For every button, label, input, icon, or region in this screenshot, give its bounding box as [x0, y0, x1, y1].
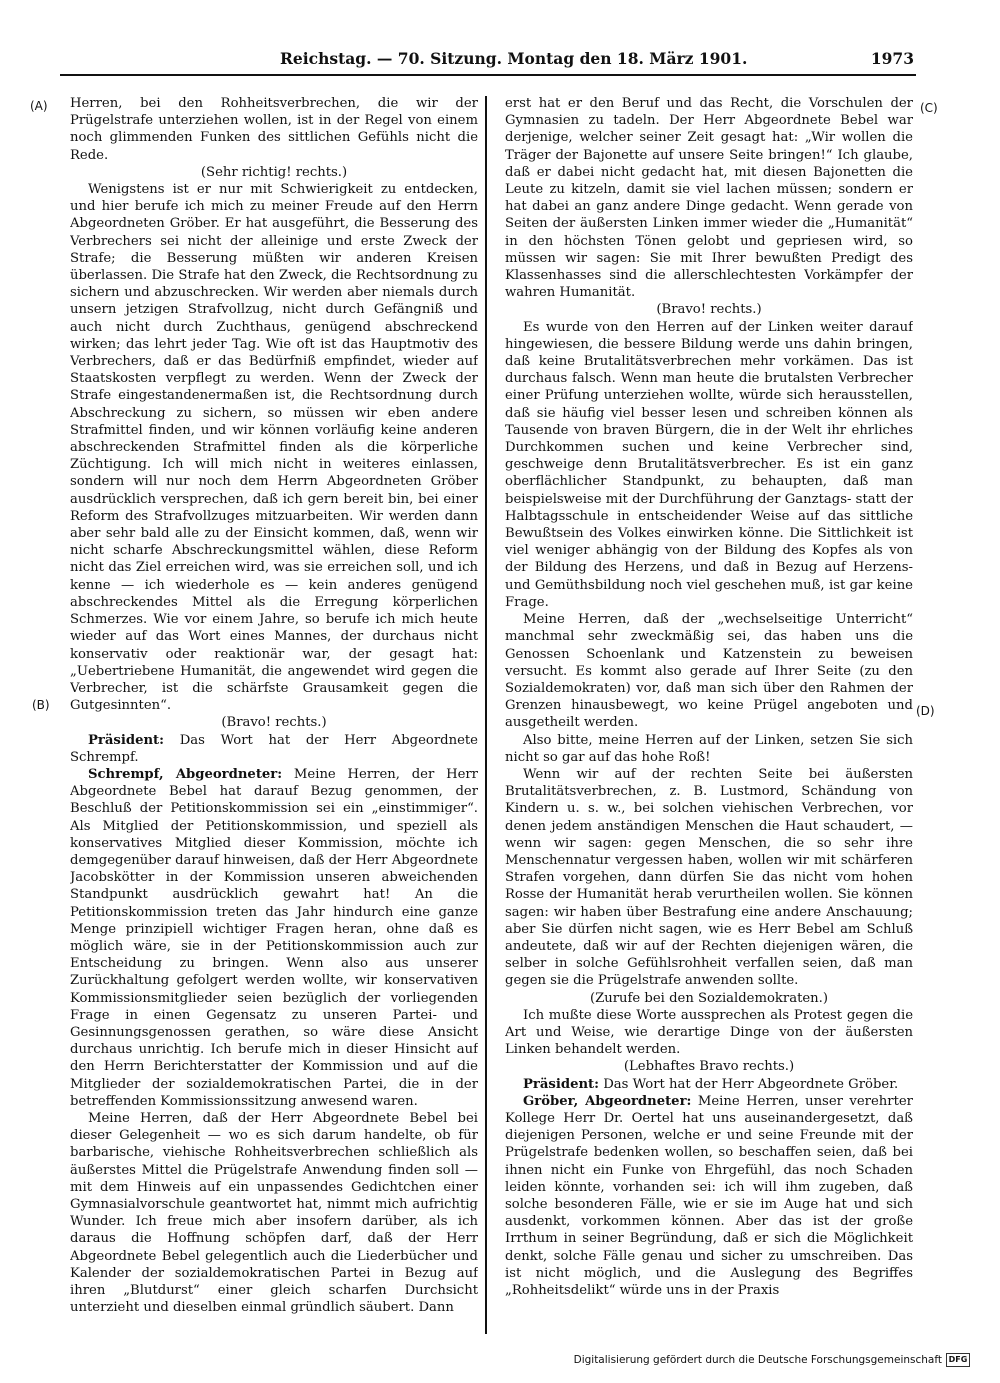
paragraph: Meine Herren, daß der „wechselseitige Unterricht“ manchmal sehr zweckmäßig sei, das haben uns die Genossen Schoenlank und Katzenstein zu beweisen versucht. Es kommt also gerade auf Ihrer Seite (zu den Sozialdemokraten) vor, daß man sich über den Rahmen der Grenzen hinausbewegt, wo keine Prügel angeboten und ausgetheilt werden.	[505, 612, 913, 731]
speaker-name: Schrempf, Abgeordneter:	[88, 766, 283, 782]
margin-marker-a: (A)	[30, 99, 48, 113]
margin-marker-d: (D)	[916, 704, 935, 718]
column-divider	[485, 96, 487, 1334]
paragraph: erst hat er den Beruf und das Recht, die Vorschulen der Gymnasien zu tadeln. Der Herr Abgeordnete Bebel war derjenige, welcher seiner Zeit gesagt hat: „Wir wollen die Träger der Bajonette auf unsere Seite bringen!“ Ich glaube, daß er dabei nicht gedacht hat, mit diesen Bajonetten die Leute zu kitzeln, damit sie viel lachen müssen; sondern er hat dabei an ganz andere Dinge gedacht. Wenn gerade von Seiten der äußersten Linken immer wieder die „Humanität“ in den höchsten Tönen gelobt und gepriesen wird, so müssen wir sagen: Sie mit Ihrer bewußten Predigt des Klassenhasses sind die allerschlechtesten Vorkämpfer der wahren Humanität.	[505, 96, 913, 301]
speaker-name: Präsident:	[523, 1076, 600, 1092]
dfg-logo: DFG	[946, 1353, 970, 1367]
interjection: (Bravo! rechts.)	[656, 302, 762, 318]
running-title: Reichstag. — 70. Sitzung. Montag den 18. März 1901.	[280, 49, 748, 68]
paragraph: Herren, bei den Rohheitsverbrechen, die wir der Prügelstrafe unterziehen wollen, ist in der Regel von einem noch glimmenden Funken des sittlichen Gefühls nicht die Rede.	[70, 96, 478, 163]
interjection: (Bravo! rechts.)	[221, 715, 327, 731]
speaker-paragraph: Präsident: Das Wort hat der Herr Abgeordnete Gröber.	[523, 1076, 899, 1092]
right-column	[505, 95, 913, 1335]
header-rule	[60, 74, 916, 76]
speaker-paragraph: Präsident: Das Wort hat der Herr Abgeordnete Schrempf.	[70, 732, 478, 765]
speaker-name: Präsident:	[88, 732, 165, 748]
speaker-paragraph: Gröber, Abgeordneter: Meine Herren, unser verehrter Kollege Herr Dr. Oertel hat uns auseinandergesetzt, daß diejenigen Personen, welche er und seine Freunde mit der Prügelstrafe bedenken wollen, so beschaffen seien, daß bei ihnen nicht ein Funke von Ehrgefühl, das noch Schaden leiden könnte, vorhanden sei: ich will ihm zugeben, daß solche besonderen Fälle, wie er sie im Auge hat und sich ausdenkt, vorkommen können. Aber das ist der große Irrthum in seiner Begründung, daß er sich die Möglichkeit denkt, solche Fälle genau und sicher zu umschreiben. Das ist nicht möglich, und die Auslegung des Begriffes „Rohheitsdelikt“ würde uns in der Praxis	[505, 1093, 913, 1299]
paragraph: Es wurde von den Herren auf der Linken weiter darauf hingewiesen, die bessere Bildung werde uns dahin bringen, daß keine Brutalitätsverbrechen mehr vorkämen. Das ist durchaus falsch. Wenn man heute die brutalsten Verbrecher einer Prüfung unterziehen wollte, würde sich herausstellen, daß sie häufig viel besser lesen und schreiben können als Tausende von braven Bürgern, die in der Welt ihr ehrliches Durchkommen suchen und keine Verbrecher sind, geschweige denn Brutalitätsverbrecher. Es ist ein ganz oberflächlicher Standpunkt, zu behaupten, daß man beispielsweise mit der Durchführung der Ganztags- statt der Halbtagsschule in entscheidender Weise auf das sittliche Bewußtsein des Volkes einwirken könne. Die Sittlichkeit ist viel weniger abhängig von der Bildung des Kopfes als von der Bildung des Herzens, und daß in Bezug auf Herzens- und Gemüthsbildung noch viel geschehen muß, ist gar keine Frage.	[505, 319, 913, 610]
page-header	[280, 48, 914, 70]
interjection: (Sehr richtig! rechts.)	[200, 164, 348, 180]
speaker-paragraph: Schrempf, Abgeordneter: Meine Herren, der Herr Abgeordnete Bebel hat darauf Bezug genommen, der Beschluß der Petitionskommission sei ein „einstimmiger“. Als Mitglied der Petitionskommission, und speziell als konservatives Mitglied dieser Kommission, möchte ich demgegenüber darauf hinweisen, daß der Herr Abgeordnete Jacobskötter in der Kommission unseren abweichenden Standpunkt ausdrücklich gewahrt hat! An die Petitionskommission treten das Jahr hindurch eine ganze Menge prinzipiell wichtiger Fragen heran, ohne daß es möglich wäre, sie in der Petitionskommission auch zur Entscheidung zu bringen. Wenn also aus unserer Zurückhaltung gefolgert werden wollte, wir konservativen Kommissionsmitglieder seien bezüglich der vorliegenden Frage in einen Gegensatz zu unseren Partei- und Gesinnungsgenossen gerathen, so wäre diese Ansicht durchaus unrichtig. Ich berufe mich in dieser Hinsicht auf den Herrn Berichterstatter der Kommission und auf die Mitglieder der sozialdemokratischen Partei, die in der betreffenden Kommissionssitzung anwesend waren.	[70, 766, 478, 1109]
paragraph: Ich mußte diese Worte aussprechen als Protest gegen die Art und Weise, wie derartige Dinge von der äußersten Linken behandelt werden.	[505, 1007, 913, 1058]
paragraph: Meine Herren, daß der Herr Abgeordnete Bebel bei dieser Gelegenheit — wo es sich darum handelte, ob für barbarische, viehische Rohheitsverbrechen schließlich als äußerstes Mittel die Prügelstrafe Anwendung finden soll — mit dem Hinweis auf ein unpassendes Gedichtchen einer Gymnasialvorschule geantwortet hat, nimmt mich aufrichtig Wunder. Ich freue mich aber insofern darüber, als ich daraus die Hoffnung schöpfen darf, daß der Herr Abgeordnete Bebel gelegentlich auch die Liederbücher und Kalender der sozialdemokratischen Partei in Bezug auf ihren „Blutdurst“ einer gleich scharfen Durchsicht unterzieht und dieselben einmal gründlich säubert. Dann	[70, 1110, 478, 1316]
interjection: (Lebhaftes Bravo rechts.)	[623, 1059, 795, 1075]
paragraph: Wenigstens ist er nur mit Schwierigkeit zu entdecken, und hier berufe ich mich zu meiner Freude auf den Herrn Abgeordneten Gröber. Er hat ausgeführt, die Besserung des Verbrechers sei nicht der alleinige und erste Zweck der Strafe; die Besserung müßten wir anderen Kreisen überlassen. Die Strafe hat den Zweck, die Rechtsordnung zu sichern und abzuschrecken. Wir werden aber niemals durch unsern jetzigen Strafvollzug, nicht durch Gefängniß und auch nicht durch Zuchthaus, genügend abschreckend wirken; das lehrt jeder Tag. Wie oft ist das Hauptmotiv des Verbrechers, daß er das Bedürfniß empfindet, wieder auf Staatskosten verpflegt zu werden. Wenn der Zweck der Strafe eingestandenermaßen ist, die Rechtsordnung durch Abschreckung zu sichern, so müssen wir eben andere Strafmittel finden, und wir können vorläufig keine anderen abschreckenden Strafmittel finden als die körperliche Züchtigung. Ich will mich nicht in weiteres einlassen, sondern will nur noch dem Herrn Abgeordneten Gröber ausdrücklich versprechen, daß ich gern bereit bin, bei einer Reform des Strafvollzuges mitzuarbeiten. Wir werden dann aber sehr bald alle zu der Einsicht kommen, daß, wenn wir nicht scharfe Abschreckungsmittel wählen, diese Reform nicht das Ziel erreichen wird, was sie erreichen soll, und ich kenne — ich wiederhole es — kein anderes genügend abschreckendes Mittel als die Erregung körperlichen Schmerzes. Wie vor einem Jahre, so berufe ich mich heute wieder auf das Wort eines Mannes, der durchaus nicht konservativ oder reaktionär war, der gesagt hat: „Uebertriebene Humanität, die angewendet wird gegen die Verbrecher, ist die schärfste Grausamkeit gegen die Gutgesinnten“.	[70, 182, 478, 714]
margin-marker-b: (B)	[32, 698, 50, 712]
paragraph: Wenn wir auf der rechten Seite bei äußersten Brutalitätsverbrechen, z. B. Lustmord, Schändung von Kindern u. s. w., bei solchen viehischen Verbrechen, vor denen jedem anständigen Menschen die Haut schaudert, — wenn wir sagen: gegen Menschen, die so sehr ihre Menschennatur vergessen haben, wollen wir mit schärferen Strafen vorgehen, dann dürfen Sie das nicht vom hohen Rosse der Humanität herab verurtheilen wollen. Sie können sagen: wir haben über Bestrafung eine andere Anschauung; aber Sie dürfen nicht sagen, wie es Herr Bebel am Schluß andeutete, daß wir auf der Rechten diejenigen wären, die selber in solche Gefühlsrohheit verfallen seien, daß man gegen sie die Prügelstrafe anwenden sollte.	[505, 766, 913, 989]
page-number: 1973	[870, 49, 914, 68]
funding-note: Digitalisierung gefördert durch die Deutsche Forschungsgemeinschaft	[573, 1354, 942, 1366]
left-column	[70, 95, 478, 1335]
interjection: (Zurufe bei den Sozialdemokraten.)	[589, 990, 829, 1006]
paragraph: Also bitte, meine Herren auf der Linken, setzen Sie sich nicht so gar auf das hohe Roß!	[505, 732, 913, 765]
speaker-name: Gröber, Abgeordneter:	[523, 1093, 692, 1109]
footer	[574, 1352, 970, 1368]
margin-marker-c: (C)	[920, 101, 938, 115]
